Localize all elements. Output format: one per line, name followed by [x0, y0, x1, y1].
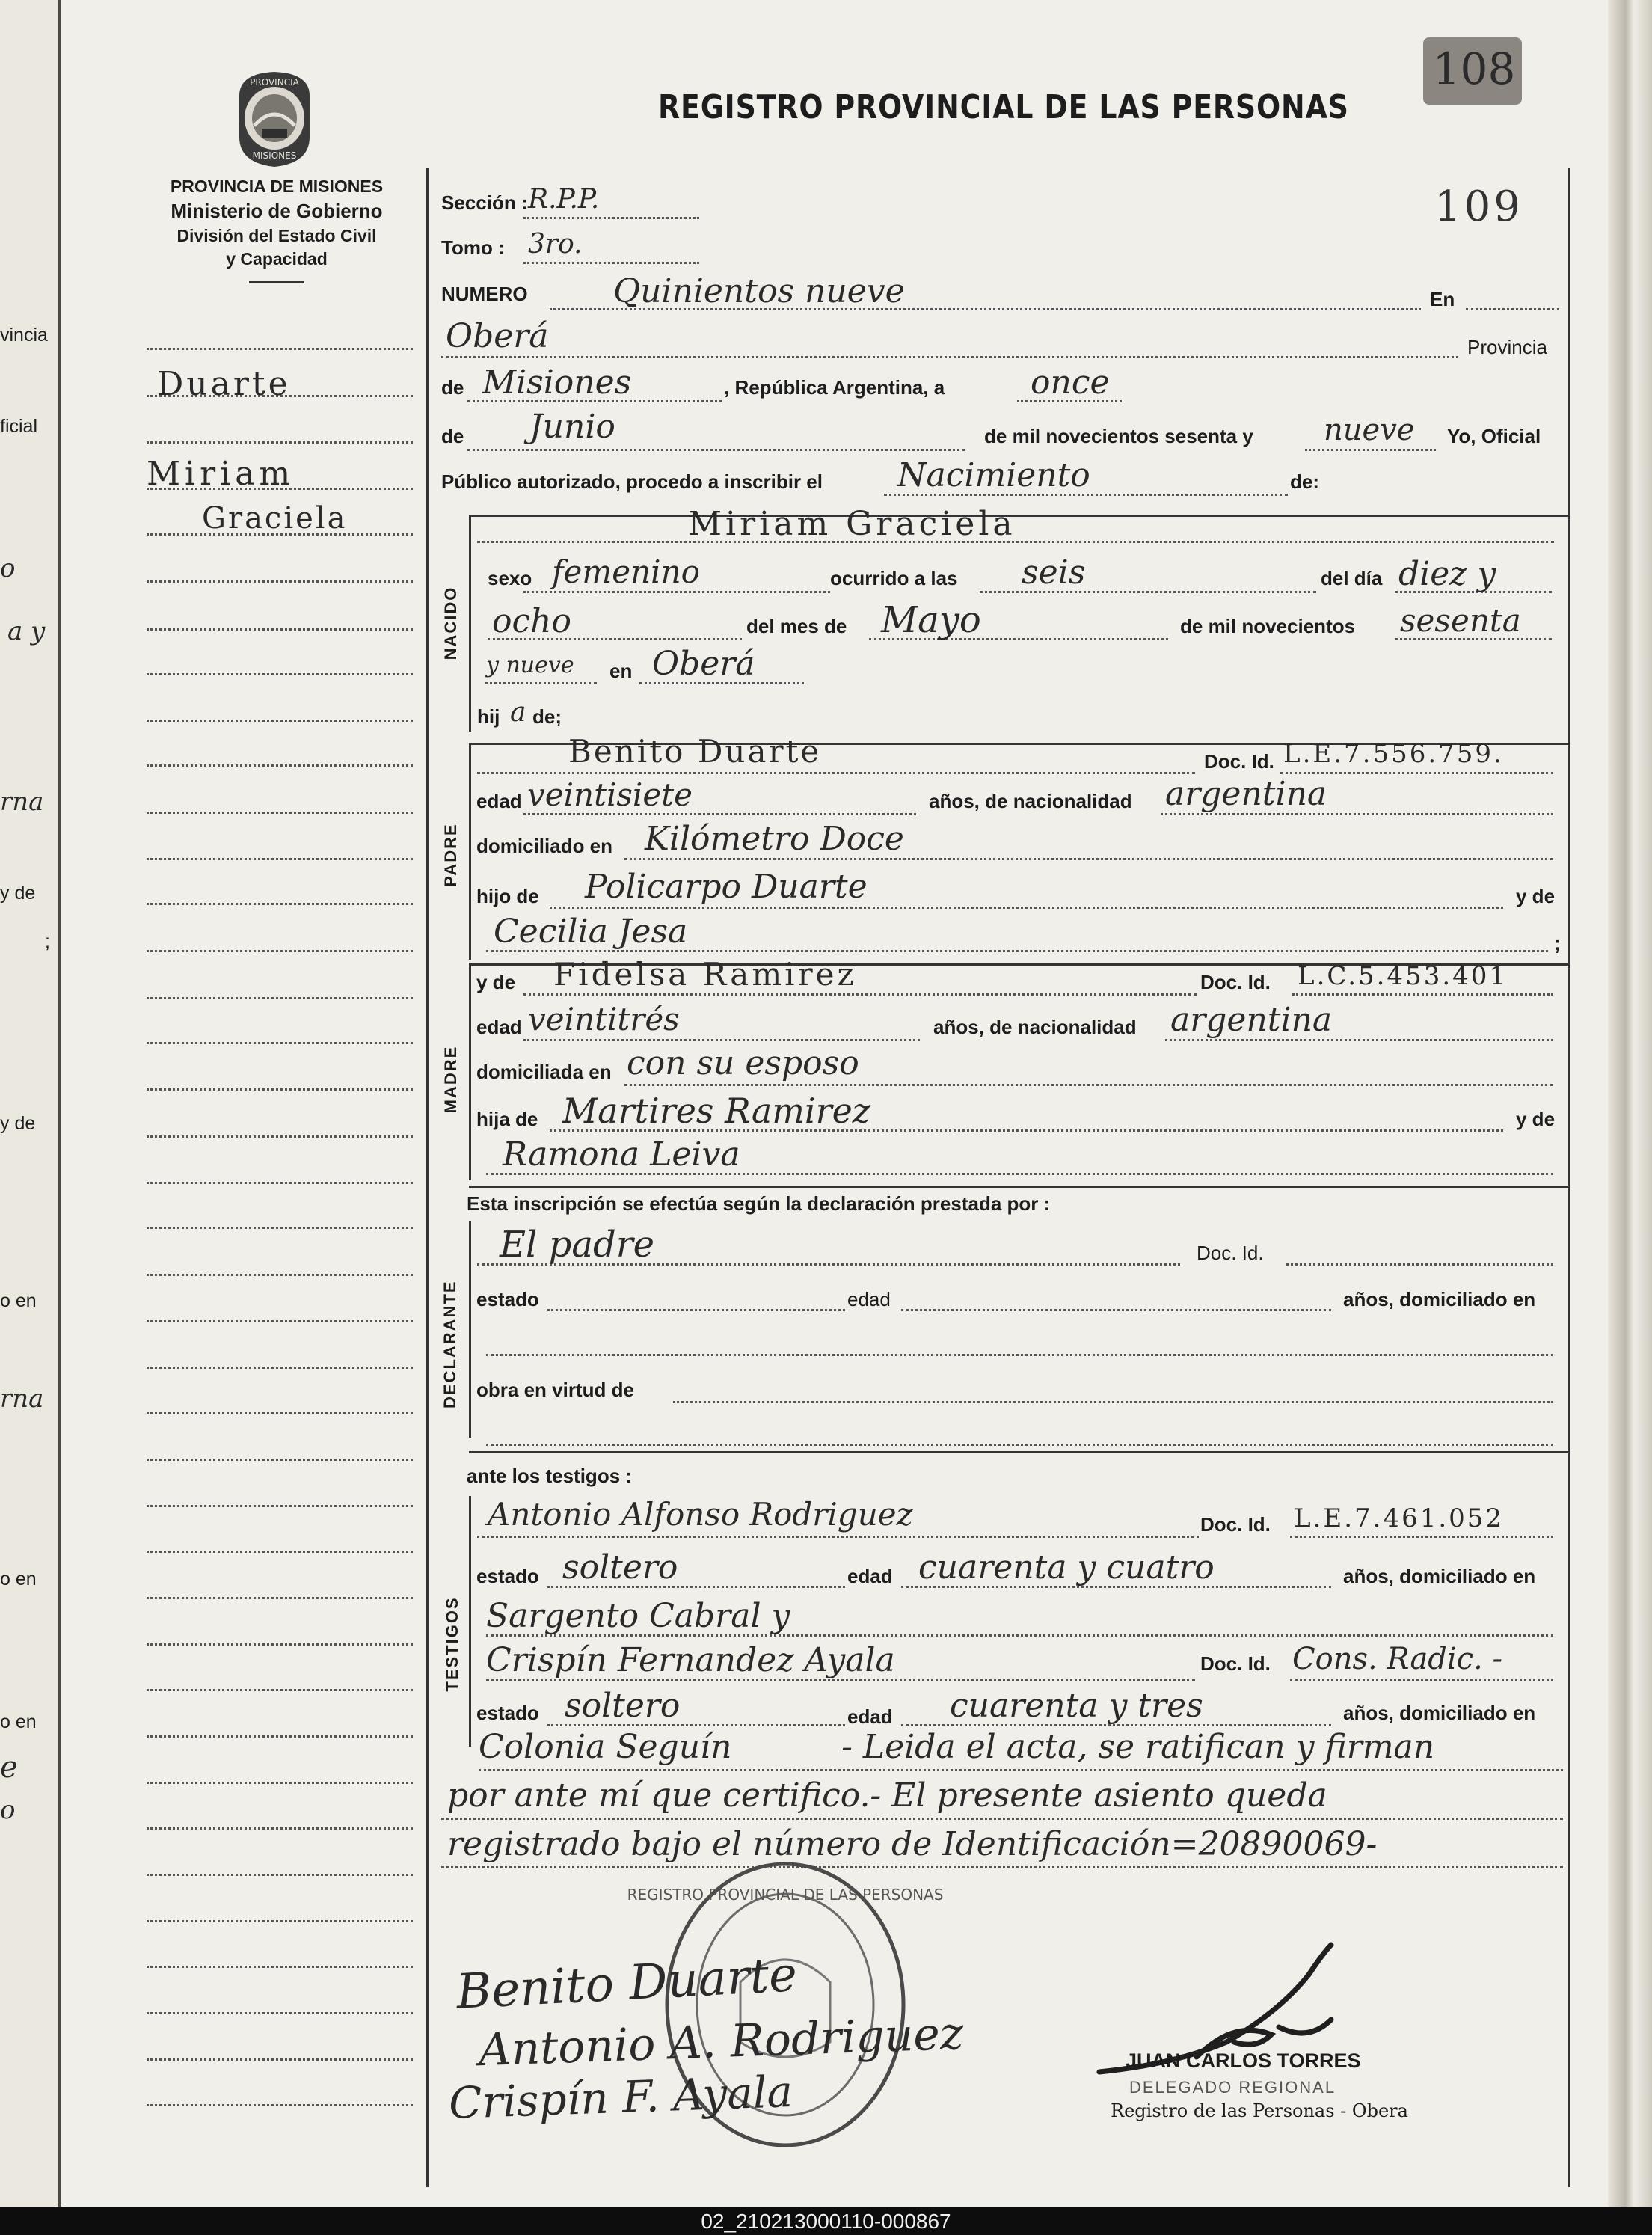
de-label-2: de	[441, 425, 464, 447]
mes-value: Junio	[529, 408, 615, 446]
republica-label: , República Argentina, a	[724, 376, 945, 399]
tomo-label: Tomo :	[441, 236, 505, 259]
right-border	[1568, 168, 1570, 2187]
numero-value: Quinientos nueve	[613, 272, 905, 310]
sexo-label: sexo	[488, 567, 532, 589]
testigo2-doc-value: Cons. Radic. -	[1292, 1642, 1503, 1676]
nacido-section-label: NACIDO	[441, 586, 460, 660]
footer-file-id: 02_210213000110-000867	[701, 2210, 951, 2233]
folio-number: 109	[1434, 183, 1523, 231]
hij-value: a	[510, 697, 526, 728]
signature-padre: Benito Duarte	[455, 1947, 799, 2020]
madre-doc-value: L.C.5.453.401	[1298, 961, 1508, 991]
madre-padre-value: Martires Ramirez	[562, 1091, 871, 1131]
madre-edad-value: veintitrés	[528, 1001, 680, 1037]
testigo2-name: Crispín Fernandez Ayala	[486, 1641, 895, 1679]
yo-oficial-label: Yo, Oficial	[1447, 425, 1541, 447]
agency-block	[135, 177, 419, 283]
madre-y-de-label: y de	[476, 971, 516, 993]
coat-of-arms-icon	[224, 66, 325, 171]
provincia-label: Provincia	[1467, 336, 1547, 358]
margin-surname: Duarte	[157, 365, 291, 403]
observaciones-line-1: - Leida el acta, se ratifican y firman	[841, 1728, 1435, 1766]
padre-padre-value: Policarpo Duarte	[585, 868, 868, 906]
declarante-section-label: DECLARANTE	[440, 1280, 459, 1408]
margin-first-name: Miriam	[147, 455, 295, 493]
official-name: JUAN CARLOS TORRES	[1126, 2049, 1361, 2072]
section-divider	[469, 515, 1568, 517]
hij-label: hij	[477, 705, 500, 728]
madre-nacionalidad-value: argentina	[1170, 1001, 1333, 1039]
testigo1-name: Antonio Alfonso Rodriguez	[488, 1496, 913, 1533]
madre-doc-label: Doc. Id.	[1200, 971, 1271, 993]
sexo-value: femenino	[552, 554, 700, 590]
svg-text:MISIONES: MISIONES	[252, 150, 297, 161]
testigo2-edad-value: cuarenta y tres	[950, 1687, 1203, 1725]
testigo2-estado-value: soltero	[565, 1687, 681, 1725]
en-label: en	[609, 660, 633, 682]
seccion-value: R.P.P.	[528, 184, 600, 215]
margin-second-name: Graciela	[202, 501, 348, 536]
dia-value-1: diez y	[1398, 555, 1496, 593]
section-divider	[469, 1451, 1568, 1453]
declarante-name: El padre	[500, 1224, 655, 1266]
padre-section-label: PADRE	[441, 823, 460, 887]
padre-nacionalidad-value: argentina	[1165, 775, 1327, 813]
anio-label: de mil novecientos sesenta y	[984, 425, 1253, 447]
padre-domicilio-value: Kilómetro Doce	[645, 820, 904, 858]
madre-madre-value: Ramona Leiva	[503, 1135, 740, 1174]
anio-value-2: y nueve	[486, 652, 574, 678]
provincia-value: Misiones	[482, 364, 632, 402]
tomo-value: 3ro.	[528, 229, 583, 260]
testigo1-doc-value: L.E.7.461.052	[1294, 1503, 1505, 1533]
testigo1-anos-label: años, domiciliado en	[1343, 1565, 1536, 1587]
testigos-border	[469, 1496, 471, 1747]
dia-value-2: ocho	[492, 602, 571, 640]
padre-doc-value: L.E.7.556.759.	[1283, 739, 1504, 769]
del-dia-label: del día	[1321, 567, 1383, 589]
acto-value: Nacimiento	[897, 456, 1090, 494]
anio-value: nueve	[1324, 413, 1415, 447]
svg-text:PROVINCIA: PROVINCIA	[250, 77, 299, 88]
padre-domicilio-label: domiciliado en	[476, 835, 613, 857]
page-right-edge	[1608, 0, 1652, 2207]
padre-edad-label: edad	[476, 790, 522, 812]
page-tab-number: 108	[1432, 43, 1516, 94]
del-mes-label: del mes de	[746, 615, 847, 637]
madre-y-de-label-2: y de	[1516, 1108, 1556, 1130]
lugar-value: Oberá	[446, 317, 549, 355]
testigo1-estado-value: soltero	[562, 1548, 678, 1586]
numero-label: NUMERO	[441, 283, 528, 305]
observaciones-line-2: por ante mí que certifico.- El presente asiento queda	[447, 1776, 1327, 1815]
madre-domicilio-value: con su esposo	[627, 1044, 859, 1082]
madre-edad-label: edad	[476, 1016, 522, 1038]
section-divider	[469, 1186, 1568, 1188]
testigo1-edad-value: cuarenta y cuatro	[918, 1548, 1215, 1586]
obra-label: obra en virtud de	[476, 1379, 634, 1401]
testigo2-edad-label: edad	[847, 1705, 893, 1728]
testigo1-estado-label: estado	[476, 1565, 539, 1587]
padre-nacionalidad-label: años, de nacionalidad	[929, 790, 1132, 812]
official-office: Registro de las Personas - Obera	[1111, 2100, 1408, 2121]
declarante-border	[469, 1221, 471, 1438]
padre-y-de-label: y de	[1516, 885, 1556, 907]
padre-doc-label: Doc. Id.	[1204, 750, 1274, 773]
testigo2-domicilio-value: Colonia Seguín	[479, 1728, 732, 1766]
anio-label: de mil novecientos	[1180, 615, 1356, 637]
padre-edad-value: veintisiete	[527, 776, 693, 813]
testigos-section-label: TESTIGOS	[443, 1596, 461, 1692]
anio-value-1: sesenta	[1400, 602, 1521, 639]
testigos-intro: ante los testigos :	[467, 1465, 633, 1487]
agency-ministry: Ministerio de Gobierno	[171, 200, 383, 222]
declarante-anos-label: años, domiciliado en	[1343, 1288, 1536, 1310]
padre-border	[469, 743, 471, 960]
hij-de-label: de;	[532, 705, 562, 728]
agency-province: PROVINCIA DE MISIONES	[170, 177, 384, 196]
de-colon-label: de:	[1290, 470, 1319, 493]
agency-capacity: y Capacidad	[226, 249, 328, 269]
testigo1-doc-label: Doc. Id.	[1200, 1513, 1271, 1536]
signature-testigo-2: Crispín F. Ayala	[447, 2065, 794, 2130]
testigo2-anos-label: años, domiciliado en	[1343, 1702, 1536, 1724]
madre-hija-de-label: hija de	[476, 1108, 538, 1130]
testigo1-edad-label: edad	[847, 1565, 893, 1587]
lugar-nacimiento: Oberá	[652, 645, 755, 683]
padre-madre-value: Cecilia Jesa	[494, 913, 688, 951]
testigo2-estado-label: estado	[476, 1702, 539, 1724]
seccion-label: Sección :	[441, 191, 528, 214]
declarante-edad-label: edad	[847, 1288, 891, 1310]
madre-domicilio-label: domiciliada en	[476, 1061, 612, 1083]
margin-divider	[426, 168, 429, 2187]
official-title: DELEGADO REGIONAL	[1129, 2078, 1336, 2097]
observaciones-line-3: registrado bajo el número de Identificación=20890069-	[447, 1825, 1378, 1863]
padre-name: Benito Duarte	[568, 733, 822, 770]
de-label: de	[441, 376, 464, 399]
madre-nacionalidad-label: años, de nacionalidad	[933, 1016, 1137, 1038]
madre-border	[469, 963, 471, 1180]
declarante-estado-label: estado	[476, 1288, 539, 1310]
padre-hijo-de-label: hijo de	[476, 885, 539, 907]
page-title: REGISTRO PROVINCIAL DE LAS PERSONAS	[658, 88, 1349, 126]
padre-semicolon: ;	[1554, 932, 1561, 954]
en-label: En	[1430, 288, 1455, 310]
testigo2-doc-label: Doc. Id.	[1200, 1652, 1271, 1675]
signature-testigo-1: Antonio A. Rodriguez	[477, 2007, 965, 2077]
inscripto-name: Miriam Graciela	[688, 505, 1016, 543]
agency-divider	[249, 281, 304, 283]
madre-name: Fidelsa Ramirez	[553, 956, 857, 993]
nacido-border	[469, 515, 471, 732]
declarante-doc-label: Doc. Id.	[1197, 1242, 1264, 1264]
publico-label: Público autorizado, procedo a inscribir el	[441, 470, 823, 493]
madre-section-label: MADRE	[441, 1045, 460, 1114]
svg-text:REGISTRO PROVINCIAL DE LAS PER: REGISTRO PROVINCIAL DE LAS PERSONAS	[627, 1886, 944, 1904]
declaracion-intro: Esta inscripción se efectúa según la declaración prestada por :	[467, 1192, 1051, 1215]
ocurrido-label: ocurrido a las	[830, 567, 958, 589]
testigo1-domicilio-value: Sargento Cabral y	[486, 1597, 790, 1635]
mes-value: Mayo	[881, 599, 981, 641]
agency-division: División del Estado Civil	[176, 226, 377, 245]
hora-value: seis	[1022, 554, 1086, 592]
dia-value: once	[1031, 364, 1110, 402]
